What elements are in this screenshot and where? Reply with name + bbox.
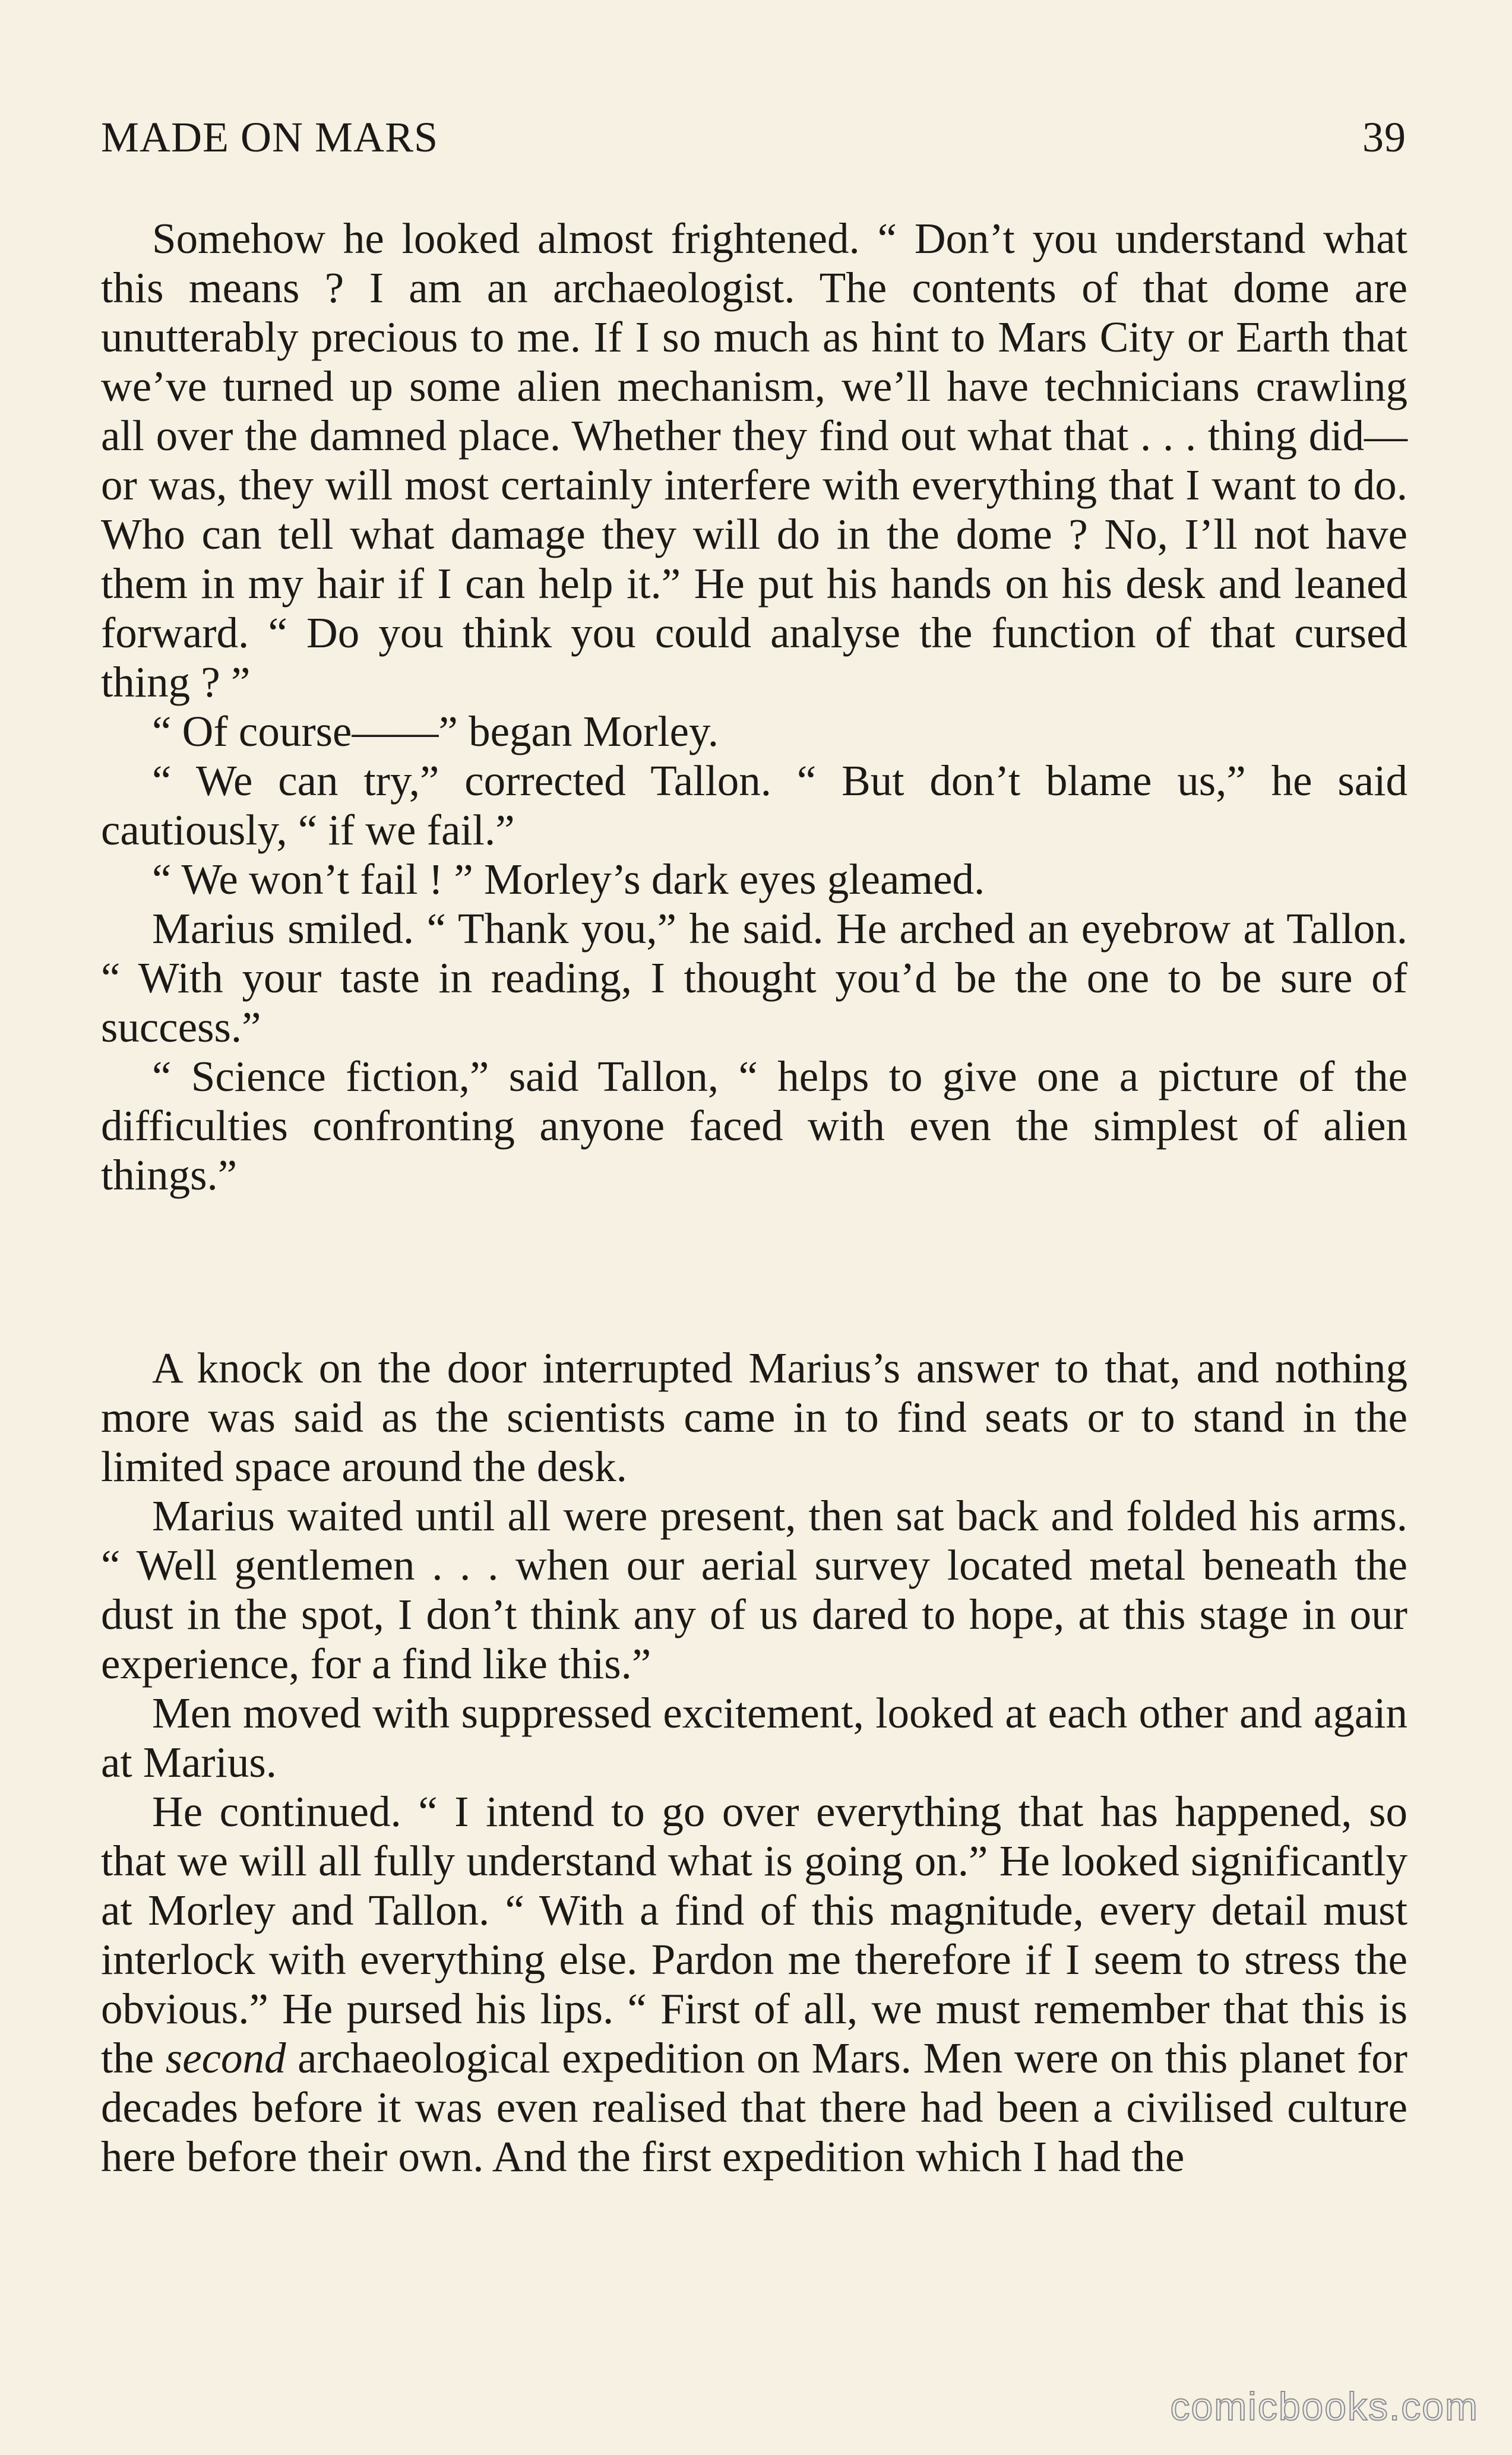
paragraph-text: archaeological expedition on Mars. Men were on this planet for decades before it was even realised that there had been a civilised culture here before their own. And the first expedition which I had the (101, 2034, 1407, 2181)
emphasis-text: second (165, 2034, 286, 2082)
paragraph: “ We can try,” corrected Tallon. “ But don’t blame us,” he said cautiously, “ if we fail.” (101, 757, 1407, 854)
paragraph-text: He continued. “ I intend to go over everything that has happened, so that we will all fully understand what is going on.” He looked significantly at Morley and Tallon. “ With a find of this magnitude, every detail must interlock with everything else. Pardon me therefore if I seem to stress the obvious.” He pursed his lips. “ First of all, we must remember that this is the (101, 1788, 1407, 2082)
running-header (101, 113, 1406, 166)
paragraph: “ Science fiction,” said Tallon, “ helps to give one a picture of the difficulties confronting anyone faced with even the simplest of alien things.” (101, 1052, 1407, 1199)
paragraph: “ Of course——” began Morley. (152, 707, 719, 755)
paragraph (101, 1787, 1407, 2181)
watermark-logo: comicbooks.com (1170, 2384, 1479, 2428)
paragraph: Marius waited until all were present, then sat back and folded his arms. “ Well gentlemen . . . when our aerial survey located metal beneath the dust in the spot, I don’t think any of us dared to hope, at this stage in our experience, for a find like this.” (101, 1492, 1407, 1688)
paragraph: Men moved with suppressed excitement, looked at each other and again at Marius. (101, 1689, 1407, 1786)
paragraph: A knock on the door interrupted Marius’s answer to that, and nothing more was said as the scientists came in to find seats or to stand in the limited space around the desk. (101, 1344, 1407, 1491)
paragraph: Somehow he looked almost frightened. “ Don’t you understand what this means ? I am an archaeologist. The contents of that dome are unutterably precious to me. If I so much as hint to Mars City or Earth that we’ve turned up some alien mechanism, we’ll have technicians crawling all over the damned place. Whether they find out what that . . . thing did—or was, they will most certainly interfere with everything that I want to do. Who can tell what damage they will do in the dome ? No, I’ll not have them in my hair if I can help it.” He put his hands on his desk and leaned forward. “ Do you think you could analyse the function of that cursed thing ? ” (101, 214, 1407, 706)
running-title: MADE ON MARS (101, 113, 439, 161)
page-number: 39 (1362, 113, 1406, 161)
paragraph: “ We won’t fail ! ” Morley’s dark eyes gleamed. (152, 855, 985, 903)
text-block-upper (101, 214, 1407, 1200)
paragraph: Marius smiled. “ Thank you,” he said. He arched an eyebrow at Tallon. “ With your taste in reading, I thought you’d be the one to be sure of success.” (101, 904, 1407, 1051)
text-block-lower (101, 1343, 1407, 2181)
